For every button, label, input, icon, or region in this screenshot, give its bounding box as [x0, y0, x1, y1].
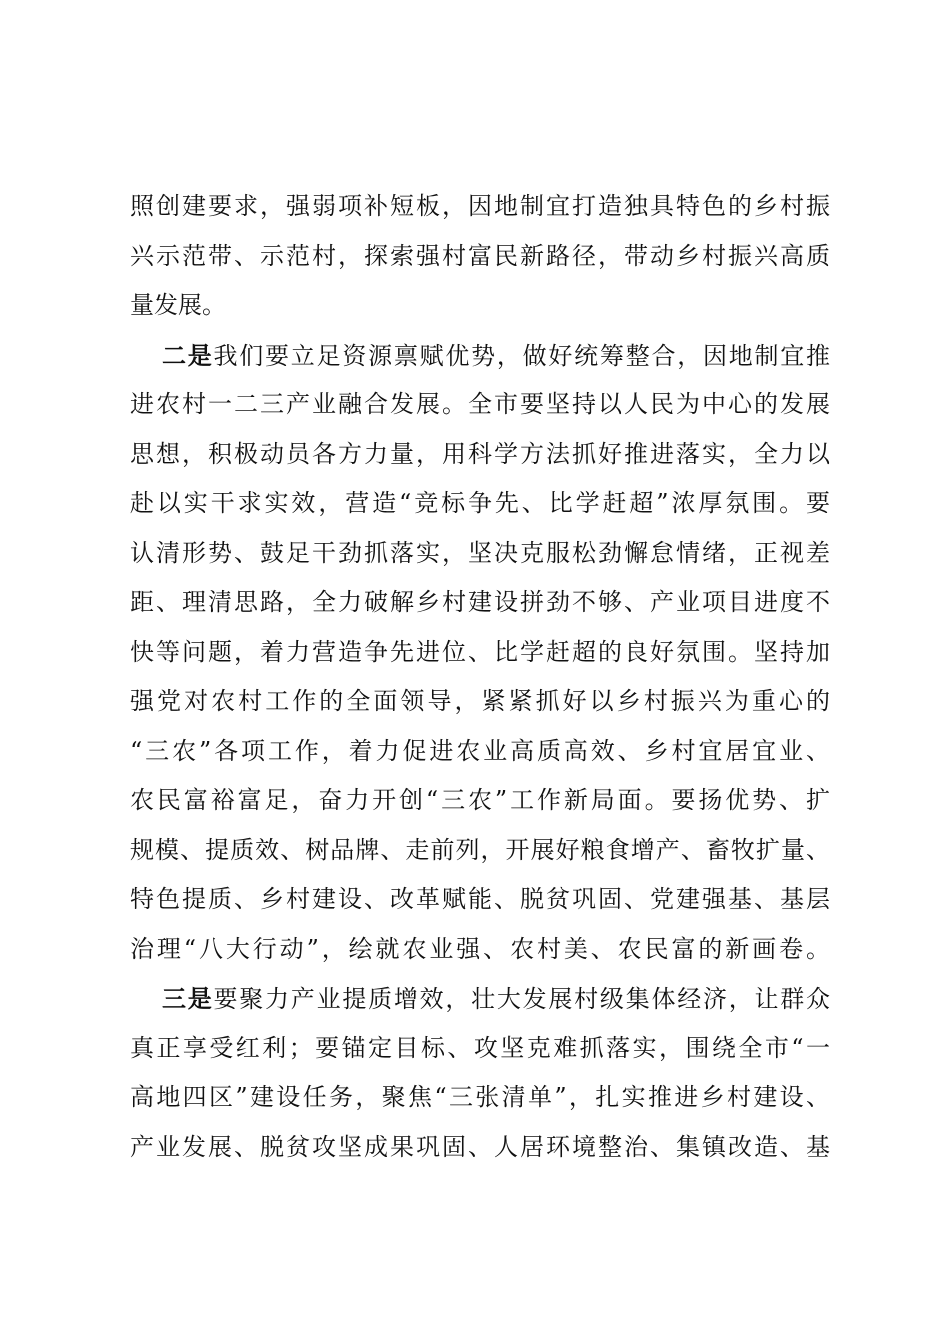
text-line: 进农村一二三产业融合发展。全市要坚持以人民为中心的发展 [130, 390, 830, 418]
document-body [130, 182, 830, 1172]
text-line-rest: 我们要立足资源禀赋优势，做好统筹整合，因地制宜推 [213, 341, 831, 370]
text-line: 真正享受红利；要锚定目标、攻坚克难抓落实，围绕全市“一 [130, 1033, 830, 1062]
text-line: 量发展。 [130, 291, 226, 319]
paragraph-3 [130, 974, 830, 1172]
text-line-rest: 要聚力产业提质增效，壮大发展村级集体经济，让群众 [213, 985, 831, 1013]
paragraph-lead: 三是 [162, 984, 214, 1013]
text-line: 高地四区”建设任务，聚焦“三张清单”，扎实推进乡村建设、 [130, 1083, 830, 1111]
text-line: 农民富裕富足，奋力开创“三农”工作新局面。要扬优势、扩 [130, 786, 830, 814]
text-line: “三农”各项工作，着力促进农业高质高效、乡村宜居宜业、 [130, 736, 830, 765]
text-line-first [130, 331, 830, 381]
text-line: 产业发展、脱贫攻坚成果巩固、人居环境整治、集镇改造、基 [130, 1132, 830, 1161]
text-line: 距、理清思路，全力破解乡村建设拼劲不够、产业项目进度不 [130, 588, 830, 616]
paragraph-1 [130, 182, 830, 331]
text-line: 思想，积极动员各方力量，用科学方法抓好推进落实，全力以 [130, 439, 830, 468]
text-line: 规模、提质效、树品牌、走前列，开展好粮食增产、畜牧扩量、 [130, 835, 830, 864]
text-line: 赴以实干求实效，营造“竞标争先、比学赶超”浓厚氛围。要 [130, 489, 830, 517]
text-line: 治理“八大行动”，绘就农业强、农村美、农民富的新画卷。 [130, 934, 830, 963]
text-line: 快等问题，着力营造争先进位、比学赶超的良好氛围。坚持加 [130, 637, 830, 666]
text-line-first [130, 974, 830, 1024]
text-line: 强党对农村工作的全面领导，紧紧抓好以乡村振兴为重心的 [130, 687, 830, 715]
text-line: 兴示范带、示范村，探索强村富民新路径，带动乡村振兴高质 [130, 241, 830, 270]
text-line: 特色提质、乡村建设、改革赋能、脱贫巩固、党建强基、基层 [130, 885, 830, 913]
paragraph-lead: 二是 [162, 340, 214, 370]
text-line: 照创建要求，强弱项补短板，因地制宜打造独具特色的乡村振 [130, 192, 830, 220]
text-line: 认清形势、鼓足干劲抓落实，坚决克服松劲懈怠情绪，正视差 [130, 538, 830, 567]
paragraph-2 [130, 331, 830, 975]
